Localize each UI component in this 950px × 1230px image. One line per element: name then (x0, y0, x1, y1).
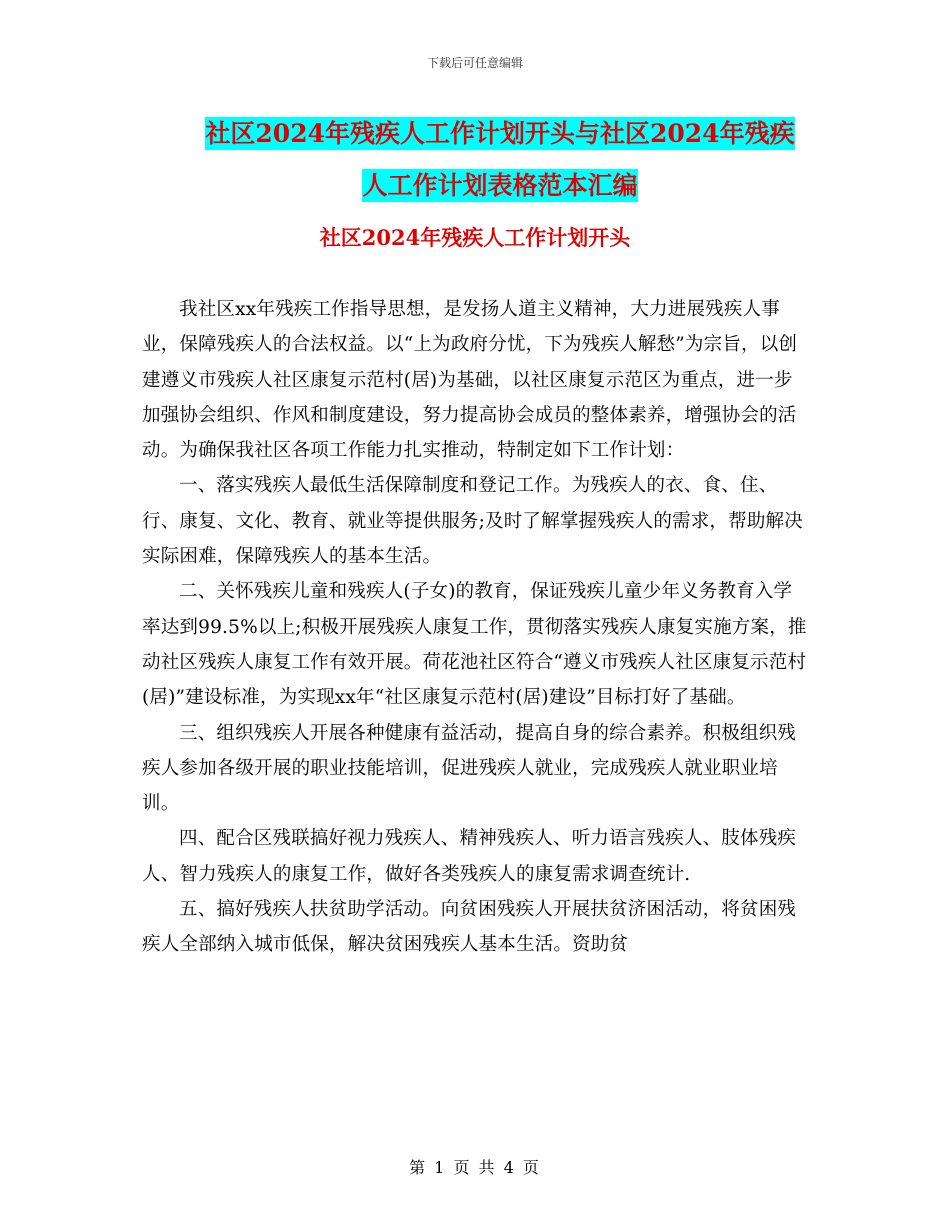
paragraph-item-4: 四、配合区残联搞好视力残疾人、精神残疾人、听力语言残疾人、肢体残疾人、智力残疾人的康复工作，做好各类残疾人的康复需求调查统计. (142, 828, 797, 885)
document-title (160, 108, 840, 212)
paragraph-item-3: 三、组织残疾人开展各种健康有益活动，提高自身的综合素养。积极组织残疾人参加各级开展的职业技能培训，促进残疾人就业，完成残疾人就业职业培训。 (142, 722, 797, 815)
paragraph-item-5: 五、搞好残疾人扶贫助学活动。向贫困残疾人开展扶贫济困活动，将贫困残疾人全部纳入城市低保，解决贫困残疾人基本生活。资助贫 (142, 899, 797, 956)
paragraph-item-1: 一、落实残疾人最低生活保障制度和登记工作。为残疾人的衣、食、住、行、康复、文化、教育、就业等提供服务;及时了解掌握残疾人的需求，帮助解决实际困难，保障残疾人的基本生活。 (142, 475, 803, 568)
title-line-2: 人工作计划表格范本汇编 (362, 171, 638, 200)
document-body (142, 292, 810, 963)
page-footer: 第 1 页 共 4 页 (409, 1158, 541, 1177)
header-note: 下载后可任意编辑 (426, 56, 523, 70)
paragraph-intro: 我社区xx年残疾工作指导思想，是发扬人道主义精神，大力进展残疾人事业，保障残疾人的合法权益。以“上为政府分忧，下为残疾人解愁”为宗旨，以创建遵义市残疾人社区康复示范村(居)为基础，以社区康复示范区为重点，进一步加强协会组织、作风和制度建设，努力提高协会成员的整体素养，增强协会的活动。为确保我社区各项工作能力扎实推动，特制定如下工作计划： (142, 299, 798, 462)
paragraph-item-2: 二、关怀残疾儿童和残疾人(子女)的教育，保证残疾儿童少年义务教育入学率达到99.5%以上;积极开展残疾人康复工作，贯彻落实残疾人康复实施方案，推动社区残疾人康复工作有效开展。荷花池社区符合“遵义市残疾人社区康复示范村(居)”建设标准，为实现xx年“社区康复示范村(居)建设”目标打好了基础。 (142, 581, 807, 709)
section-title: 社区2024年残疾人工作计划开头 (319, 225, 631, 250)
title-line-1: 社区2024年残疾人工作计划开头与社区2024年残疾 (205, 119, 795, 148)
